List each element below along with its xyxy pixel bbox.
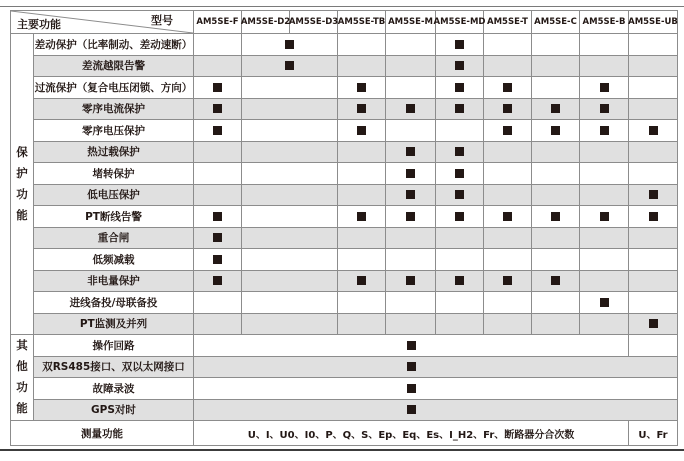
feature-cell-D [242,206,338,228]
feature-cell-MD [436,120,484,142]
mark-icon [357,212,366,221]
feature-cell-TB [338,120,386,142]
feature-cell-ub [629,335,677,357]
feature-label: 非电量保护 [34,271,194,293]
group-label-1 [11,335,34,421]
corner-model-label: 型号 [151,14,173,27]
feature-cell-UB [629,185,677,207]
feature-cell-D [242,120,338,142]
feature-cell-MD [436,271,484,293]
feature-cell-merged [194,357,629,379]
feature-cell-M [386,228,436,250]
feature-cell-C [532,77,580,99]
feature-label: 操作回路 [34,335,194,357]
feature-cell-F [194,163,242,185]
corner-main-label: 主要功能 [17,18,61,31]
bottom-rule [0,449,684,451]
feature-cell-M [386,142,436,164]
mark-icon [406,190,415,199]
corner-cell [11,11,194,34]
feature-cell-F [194,292,242,314]
feature-cell-UB [629,56,677,78]
feature-cell-C [532,271,580,293]
mark-icon [455,61,464,70]
feature-cell-M [386,185,436,207]
feature-cell-UB [629,271,677,293]
feature-cell-TB [338,249,386,271]
mark-icon [407,384,416,393]
feature-cell-F [194,228,242,250]
feature-label: 零序电压保护 [34,120,194,142]
mark-icon [455,40,464,49]
model-header-AM5SE-C: AM5SE-C [532,11,580,34]
mark-icon [407,405,416,414]
feature-label: 热过载保护 [34,142,194,164]
mark-icon [406,212,415,221]
feature-cell-M [386,271,436,293]
mark-icon [455,212,464,221]
mark-icon [406,276,415,285]
mark-icon [551,126,560,135]
mark-icon [649,126,658,135]
feature-cell-TB [338,292,386,314]
feature-cell-M [386,56,436,78]
feature-cell-D [242,99,338,121]
feature-cell-C [532,163,580,185]
feature-cell-C [532,99,580,121]
mark-icon [551,212,560,221]
mark-icon [455,276,464,285]
measure-values-ub: U、Fr [638,429,668,441]
feature-cell-B [580,292,629,314]
group-label-char: 保 [16,144,28,159]
feature-cell-merged [194,335,629,357]
feature-label: 差动保护（比率制动、差动速断） [34,34,194,56]
feature-cell-D [242,249,338,271]
feature-cell-UB [629,314,677,336]
feature-cell-C [532,34,580,56]
feature-cell-MD [436,142,484,164]
mark-icon [503,276,512,285]
feature-cell-TB [338,56,386,78]
mark-icon [649,190,658,199]
feature-label: 双RS485接口、双以太网接口 [34,357,194,379]
feature-cell-UB [629,142,677,164]
feature-cell-MD [436,34,484,56]
feature-cell-M [386,292,436,314]
model-header-AM5SE-UB: AM5SE-UB [629,11,677,34]
mark-icon [600,104,609,113]
feature-cell-T [484,228,532,250]
feature-label: PT监测及并列 [34,314,194,336]
model-header-AM5SE-D3: AM5SE-D3 [290,11,338,34]
feature-cell-B [580,120,629,142]
feature-cell-T [484,249,532,271]
feature-label: PT断线告警 [34,206,194,228]
feature-cell-TB [338,228,386,250]
mark-icon [407,341,416,350]
measure-label: 测量功能 [11,421,194,445]
group-label-char: 功 [16,380,28,395]
feature-cell-M [386,99,436,121]
mark-icon [213,126,222,135]
mark-icon [285,61,294,70]
feature-cell-C [532,249,580,271]
feature-label: 低电压保护 [34,185,194,207]
feature-cell-MD [436,77,484,99]
group-label-char: 他 [16,359,28,374]
mark-icon [551,276,560,285]
model-header-AM5SE-D2: AM5SE-D2 [242,11,290,34]
feature-cell-F [194,77,242,99]
feature-cell-M [386,77,436,99]
mark-icon [455,83,464,92]
group-label-char: 其 [16,338,28,353]
model-header-AM5SE-TB: AM5SE-TB [338,11,386,34]
feature-label: 重合闸 [34,228,194,250]
feature-cell-C [532,185,580,207]
feature-cell-T [484,99,532,121]
mark-icon [455,104,464,113]
feature-cell-T [484,120,532,142]
feature-cell-M [386,163,436,185]
feature-cell-B [580,77,629,99]
feature-cell-UB [629,292,677,314]
feature-cell-C [532,292,580,314]
feature-cell-MD [436,56,484,78]
top-rule [0,6,684,7]
feature-cell-D [242,228,338,250]
feature-cell-MD [436,249,484,271]
mark-icon [357,83,366,92]
mark-icon [600,83,609,92]
feature-cell-F [194,249,242,271]
mark-icon [213,212,222,221]
feature-cell-B [580,163,629,185]
feature-cell-D [242,77,338,99]
feature-cell-UB [629,228,677,250]
feature-cell-C [532,56,580,78]
feature-cell-UB [629,206,677,228]
mark-icon [600,212,609,221]
mark-icon [406,147,415,156]
feature-cell-T [484,292,532,314]
feature-cell-B [580,185,629,207]
feature-cell-T [484,142,532,164]
feature-cell-ub [629,400,677,422]
mark-icon [551,104,560,113]
spec-table [10,10,678,446]
feature-cell-F [194,185,242,207]
mark-icon [503,126,512,135]
feature-cell-F [194,142,242,164]
feature-cell-C [532,142,580,164]
feature-cell-M [386,34,436,56]
feature-label: 进线备投/母联备投 [34,292,194,314]
feature-cell-T [484,185,532,207]
feature-cell-TB [338,99,386,121]
mark-icon [213,83,222,92]
feature-cell-B [580,34,629,56]
feature-label: GPS对时 [34,400,194,422]
feature-cell-D [242,56,338,78]
feature-cell-MD [436,99,484,121]
mark-icon [503,83,512,92]
feature-label: 差流越限告警 [34,56,194,78]
feature-cell-B [580,142,629,164]
mark-icon [357,276,366,285]
feature-cell-T [484,206,532,228]
feature-cell-ub [629,357,677,379]
mark-icon [406,169,415,178]
mark-icon [357,126,366,135]
mark-icon [357,104,366,113]
mark-icon [503,104,512,113]
group-label-char: 功 [16,186,28,201]
feature-cell-C [532,228,580,250]
feature-cell-T [484,163,532,185]
feature-cell-UB [629,120,677,142]
feature-cell-TB [338,206,386,228]
feature-cell-C [532,314,580,336]
feature-cell-D [242,292,338,314]
mark-icon [213,104,222,113]
mark-icon [503,212,512,221]
feature-cell-B [580,56,629,78]
feature-cell-B [580,206,629,228]
feature-cell-C [532,120,580,142]
feature-cell-TB [338,271,386,293]
feature-cell-M [386,314,436,336]
feature-cell-T [484,34,532,56]
mark-icon [406,104,415,113]
feature-cell-UB [629,77,677,99]
mark-icon [213,255,222,264]
group-label-0 [11,34,34,335]
feature-cell-M [386,249,436,271]
mark-icon [600,298,609,307]
feature-label: 低频减载 [34,249,194,271]
mark-icon [285,40,294,49]
feature-cell-T [484,314,532,336]
mark-icon [455,190,464,199]
feature-cell-UB [629,34,677,56]
group-label-char: 能 [16,207,28,222]
mark-icon [600,126,609,135]
feature-cell-TB [338,163,386,185]
feature-cell-MD [436,314,484,336]
feature-label: 零序电流保护 [34,99,194,121]
feature-cell-TB [338,34,386,56]
feature-cell-MD [436,163,484,185]
feature-cell-D [242,142,338,164]
feature-cell-MD [436,292,484,314]
model-header-AM5SE-F: AM5SE-F [194,11,242,34]
mark-icon [407,362,416,371]
feature-cell-MD [436,185,484,207]
model-header-AM5SE-M: AM5SE-M [386,11,436,34]
feature-cell-B [580,271,629,293]
feature-label: 过流保护（复合电压闭锁、方向） [34,77,194,99]
mark-icon [213,233,222,242]
feature-cell-M [386,120,436,142]
mark-icon [649,319,658,328]
feature-cell-UB [629,163,677,185]
group-label-char: 护 [16,165,28,180]
feature-cell-D [242,34,338,56]
model-header-AM5SE-T: AM5SE-T [484,11,532,34]
feature-cell-B [580,249,629,271]
feature-cell-MD [436,228,484,250]
feature-cell-F [194,56,242,78]
mark-icon [455,147,464,156]
feature-cell-B [580,228,629,250]
feature-cell-F [194,314,242,336]
feature-cell-UB [629,99,677,121]
feature-cell-TB [338,77,386,99]
feature-cell-D [242,271,338,293]
feature-cell-merged [194,378,629,400]
model-header-AM5SE-MD: AM5SE-MD [436,11,484,34]
feature-label: 堵转保护 [34,163,194,185]
feature-cell-C [532,206,580,228]
feature-cell-D [242,185,338,207]
feature-cell-MD [436,206,484,228]
model-header-AM5SE-B: AM5SE-B [580,11,629,34]
feature-cell-B [580,314,629,336]
feature-cell-F [194,120,242,142]
feature-cell-F [194,271,242,293]
feature-cell-F [194,34,242,56]
feature-cell-D [242,163,338,185]
feature-cell-T [484,56,532,78]
feature-cell-merged [194,400,629,422]
measure-values: U、I、U0、I0、P、Q、S、Ep、Eq、Es、I_H2、Fr、断路器分合次数 [194,421,629,445]
feature-cell-D [242,314,338,336]
feature-cell-TB [338,142,386,164]
feature-cell-F [194,206,242,228]
feature-cell-T [484,77,532,99]
feature-cell-TB [338,185,386,207]
mark-icon [649,212,658,221]
feature-cell-M [386,206,436,228]
feature-label: 故障录波 [34,378,194,400]
feature-cell-TB [338,314,386,336]
feature-cell-B [580,99,629,121]
feature-cell-T [484,271,532,293]
feature-cell-F [194,99,242,121]
mark-icon [455,169,464,178]
group-label-char: 能 [16,401,28,416]
mark-icon [213,276,222,285]
feature-cell-ub [629,378,677,400]
feature-cell-UB [629,249,677,271]
